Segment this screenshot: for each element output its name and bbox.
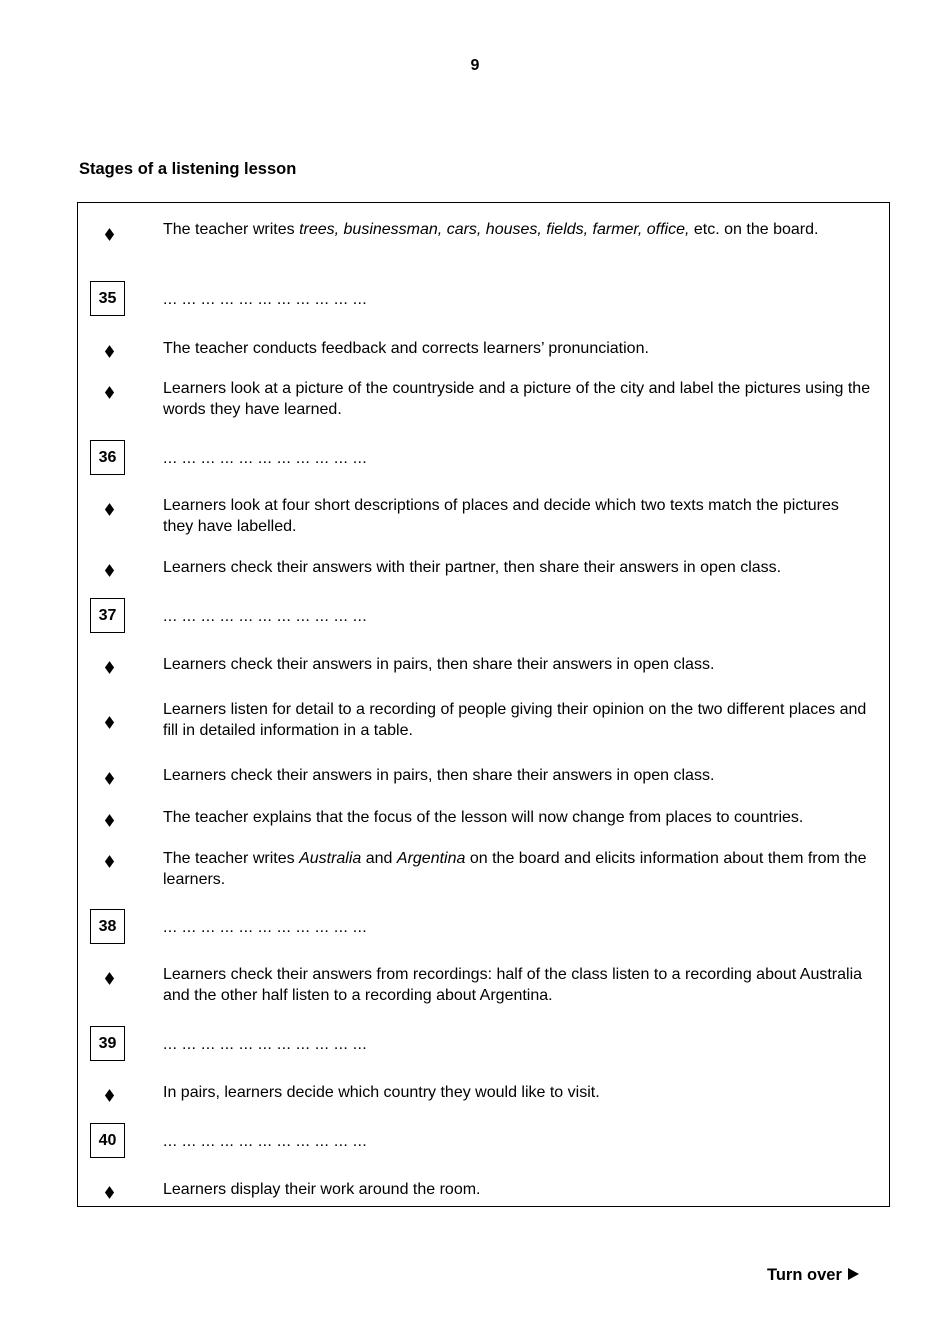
answer-blank: ... ... ... ... ... ... ... ... ... ... ... [163, 1036, 368, 1053]
diamond-bullet-icon [105, 228, 114, 241]
stage-text: Learners check their answers in pairs, then share their answers in open class. [163, 656, 715, 673]
diamond-bullet-icon [105, 503, 114, 516]
turn-over-footer [767, 1266, 859, 1285]
answer-blank: ... ... ... ... ... ... ... ... ... ... ... [163, 919, 368, 936]
diamond-bullet-icon [105, 386, 114, 399]
stage-text: The teacher writes trees, businessman, cars, houses, fields, farmer, office, etc. on the board. [163, 221, 819, 238]
question-number-box: 36 [90, 440, 125, 475]
diamond-bullet-icon [105, 814, 114, 827]
stage-text: Learners listen for detail to a recording of people giving their opinion on the two different places and fill in detailed information in a table. [163, 701, 867, 739]
diamond-bullet-icon [105, 345, 114, 358]
stage-text: The teacher conducts feedback and corrects learners’ pronunciation. [163, 340, 649, 357]
question-number-box: 37 [90, 598, 125, 633]
page-number: 9 [470, 57, 480, 74]
diamond-bullet-icon [105, 716, 114, 729]
diamond-bullet-icon [105, 661, 114, 674]
stage-text: Learners check their answers with their partner, then share their answers in open class. [163, 559, 782, 576]
turn-over-label: Turn over [767, 1266, 842, 1284]
question-number-box: 35 [90, 281, 125, 316]
stages-box [77, 202, 890, 1207]
answer-blank: ... ... ... ... ... ... ... ... ... ... ... [163, 291, 368, 308]
stage-text: Learners look at four short descriptions of places and decide which two texts match the pictures they have labelled. [163, 497, 839, 535]
stage-text: In pairs, learners decide which country they would like to visit. [163, 1084, 600, 1101]
stage-text: Learners check their answers in pairs, then share their answers in open class. [163, 767, 715, 784]
diamond-bullet-icon [105, 772, 114, 785]
diamond-bullet-icon [105, 1186, 114, 1199]
question-number-box: 39 [90, 1026, 125, 1061]
stage-text: The teacher writes Australia and Argentina on the board and elicits information about them from the learners. [163, 850, 867, 888]
stage-text: Learners look at a picture of the countryside and a picture of the city and label the pictures using the words they have learned. [163, 380, 871, 418]
diamond-bullet-icon [105, 1089, 114, 1102]
diamond-bullet-icon [105, 972, 114, 985]
stage-text: The teacher explains that the focus of the lesson will now change from places to countries. [163, 809, 804, 826]
section-heading: Stages of a listening lesson [79, 160, 297, 178]
answer-blank: ... ... ... ... ... ... ... ... ... ... ... [163, 608, 368, 625]
stage-text: Learners check their answers from recordings: half of the class listen to a recording about Australia and the other half listen to a recording about Argentina. [163, 966, 863, 1004]
answer-blank: ... ... ... ... ... ... ... ... ... ... ... [163, 1133, 368, 1150]
stage-text: Learners display their work around the room. [163, 1181, 481, 1198]
right-triangle-icon [848, 1268, 859, 1280]
diamond-bullet-icon [105, 855, 114, 868]
question-number-box: 40 [90, 1123, 125, 1158]
question-number-box: 38 [90, 909, 125, 944]
answer-blank: ... ... ... ... ... ... ... ... ... ... ... [163, 450, 368, 467]
diamond-bullet-icon [105, 564, 114, 577]
